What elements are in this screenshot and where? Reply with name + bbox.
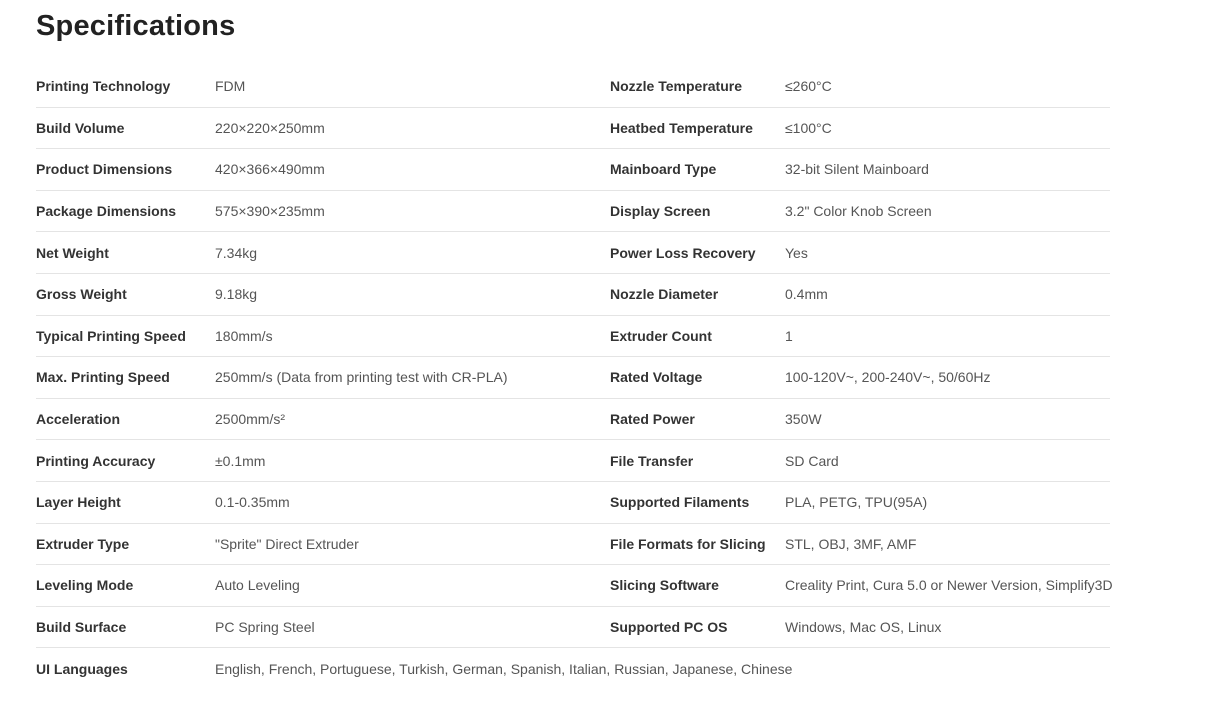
spec-cell-gross-weight — [36, 274, 610, 316]
spec-label: Build Volume — [36, 119, 125, 136]
spec-row — [36, 399, 1110, 441]
spec-value: English, French, Portuguese, Turkish, German, Spanish, Italian, Russian, Japanese, Chinese — [215, 661, 793, 678]
spec-value: 250mm/s (Data from printing test with CR-PLA) — [215, 369, 508, 386]
spec-cell-supported-filaments — [610, 482, 1110, 524]
spec-row — [36, 108, 1110, 150]
spec-value: 350W — [785, 411, 822, 428]
spec-value: 9.18kg — [215, 286, 258, 303]
spec-cell-typical-printing-speed — [36, 316, 610, 358]
spec-cell-extruder-type — [36, 524, 610, 566]
spec-label: Printing Accuracy — [36, 452, 156, 469]
spec-value: 1 — [785, 327, 793, 344]
spec-value: Creality Print, Cura 5.0 or Newer Version, Simplify3D — [785, 577, 1113, 594]
spec-label: File Transfer — [610, 452, 694, 469]
spec-value: Auto Leveling — [215, 577, 300, 594]
spec-row — [36, 232, 1110, 274]
spec-value: "Sprite" Direct Extruder — [215, 535, 359, 552]
spec-cell-extruder-count — [610, 316, 1110, 358]
spec-label: Printing Technology — [36, 78, 171, 95]
spec-row — [36, 357, 1110, 399]
spec-label: Extruder Type — [36, 535, 130, 552]
spec-label: Gross Weight — [36, 286, 127, 303]
specifications-table — [36, 66, 1113, 690]
spec-label: Build Surface — [36, 619, 127, 636]
spec-row — [36, 565, 1113, 607]
spec-row — [36, 524, 1110, 566]
spec-row — [36, 316, 1110, 358]
spec-cell-printing-technology — [36, 66, 610, 108]
spec-row — [36, 440, 1110, 482]
spec-value: 32-bit Silent Mainboard — [785, 161, 929, 178]
spec-cell-printing-accuracy — [36, 440, 610, 482]
spec-cell-nozzle-diameter — [610, 274, 1110, 316]
spec-label: File Formats for Slicing — [610, 535, 766, 552]
spec-value: PLA, PETG, TPU(95A) — [785, 494, 928, 511]
spec-cell-net-weight — [36, 232, 610, 274]
spec-row — [36, 274, 1110, 316]
spec-value: 0.1-0.35mm — [215, 494, 290, 511]
spec-label: Rated Voltage — [610, 369, 703, 386]
spec-label: Supported PC OS — [610, 619, 728, 636]
spec-label: UI Languages — [36, 661, 128, 678]
spec-value: ≤100°C — [785, 119, 832, 136]
spec-label: Mainboard Type — [610, 161, 717, 178]
spec-cell-supported-pc-os — [610, 607, 1110, 649]
spec-label: Nozzle Temperature — [610, 78, 742, 95]
spec-value: Windows, Mac OS, Linux — [785, 619, 942, 636]
spec-label: Slicing Software — [610, 577, 719, 594]
spec-value: ≤260°C — [785, 78, 832, 95]
spec-label: Supported Filaments — [610, 494, 750, 511]
spec-label: Rated Power — [610, 411, 695, 428]
spec-value: FDM — [215, 78, 246, 95]
spec-cell-package-dimensions — [36, 191, 610, 233]
spec-value: 7.34kg — [215, 244, 258, 261]
spec-label: Net Weight — [36, 244, 109, 261]
spec-row — [36, 191, 1110, 233]
spec-value: 420×366×490mm — [215, 161, 325, 178]
spec-label: Typical Printing Speed — [36, 327, 186, 344]
spec-row — [36, 149, 1110, 191]
spec-label: Heatbed Temperature — [610, 119, 753, 136]
spec-cell-acceleration — [36, 399, 610, 441]
spec-cell-heatbed-temperature — [610, 108, 1110, 150]
spec-label: Leveling Mode — [36, 577, 134, 594]
spec-cell-product-dimensions — [36, 149, 610, 191]
spec-cell-slicing-software — [610, 565, 1113, 607]
spec-label: Power Loss Recovery — [610, 244, 756, 261]
spec-cell-leveling-mode — [36, 565, 610, 607]
spec-value: 220×220×250mm — [215, 119, 325, 136]
spec-value: 575×390×235mm — [215, 203, 325, 220]
spec-cell-build-surface — [36, 607, 610, 649]
spec-label: Layer Height — [36, 494, 121, 511]
spec-cell-nozzle-temperature — [610, 66, 1110, 108]
spec-label: Product Dimensions — [36, 161, 173, 178]
spec-cell-file-formats — [610, 524, 1110, 566]
spec-cell-build-volume — [36, 108, 610, 150]
spec-label: Acceleration — [36, 411, 121, 428]
spec-value: 2500mm/s² — [215, 411, 286, 428]
spec-value: 100-120V~, 200-240V~, 50/60Hz — [785, 369, 991, 386]
spec-value: 0.4mm — [785, 286, 828, 303]
spec-value: 180mm/s — [215, 327, 273, 344]
spec-cell-ui-languages — [36, 648, 1110, 690]
spec-value: STL, OBJ, 3MF, AMF — [785, 535, 917, 552]
spec-cell-file-transfer — [610, 440, 1110, 482]
spec-label: Nozzle Diameter — [610, 286, 719, 303]
spec-label: Package Dimensions — [36, 203, 177, 220]
spec-cell-power-loss-recovery — [610, 232, 1110, 274]
spec-value: ±0.1mm — [215, 452, 266, 469]
spec-row — [36, 482, 1110, 524]
spec-value: PC Spring Steel — [215, 619, 315, 636]
spec-label: Max. Printing Speed — [36, 369, 170, 386]
spec-row — [36, 607, 1110, 649]
spec-cell-mainboard-type — [610, 149, 1110, 191]
page-title: Specifications — [36, 10, 236, 42]
spec-cell-rated-power — [610, 399, 1110, 441]
spec-label: Display Screen — [610, 203, 711, 220]
spec-row — [36, 648, 1110, 690]
spec-value: Yes — [785, 244, 808, 261]
spec-cell-rated-voltage — [610, 357, 1110, 399]
spec-cell-display-screen — [610, 191, 1110, 233]
spec-cell-max-printing-speed — [36, 357, 610, 399]
spec-cell-layer-height — [36, 482, 610, 524]
spec-value: 3.2" Color Knob Screen — [785, 203, 932, 220]
spec-row — [36, 66, 1110, 108]
spec-value: SD Card — [785, 452, 839, 469]
spec-label: Extruder Count — [610, 327, 712, 344]
